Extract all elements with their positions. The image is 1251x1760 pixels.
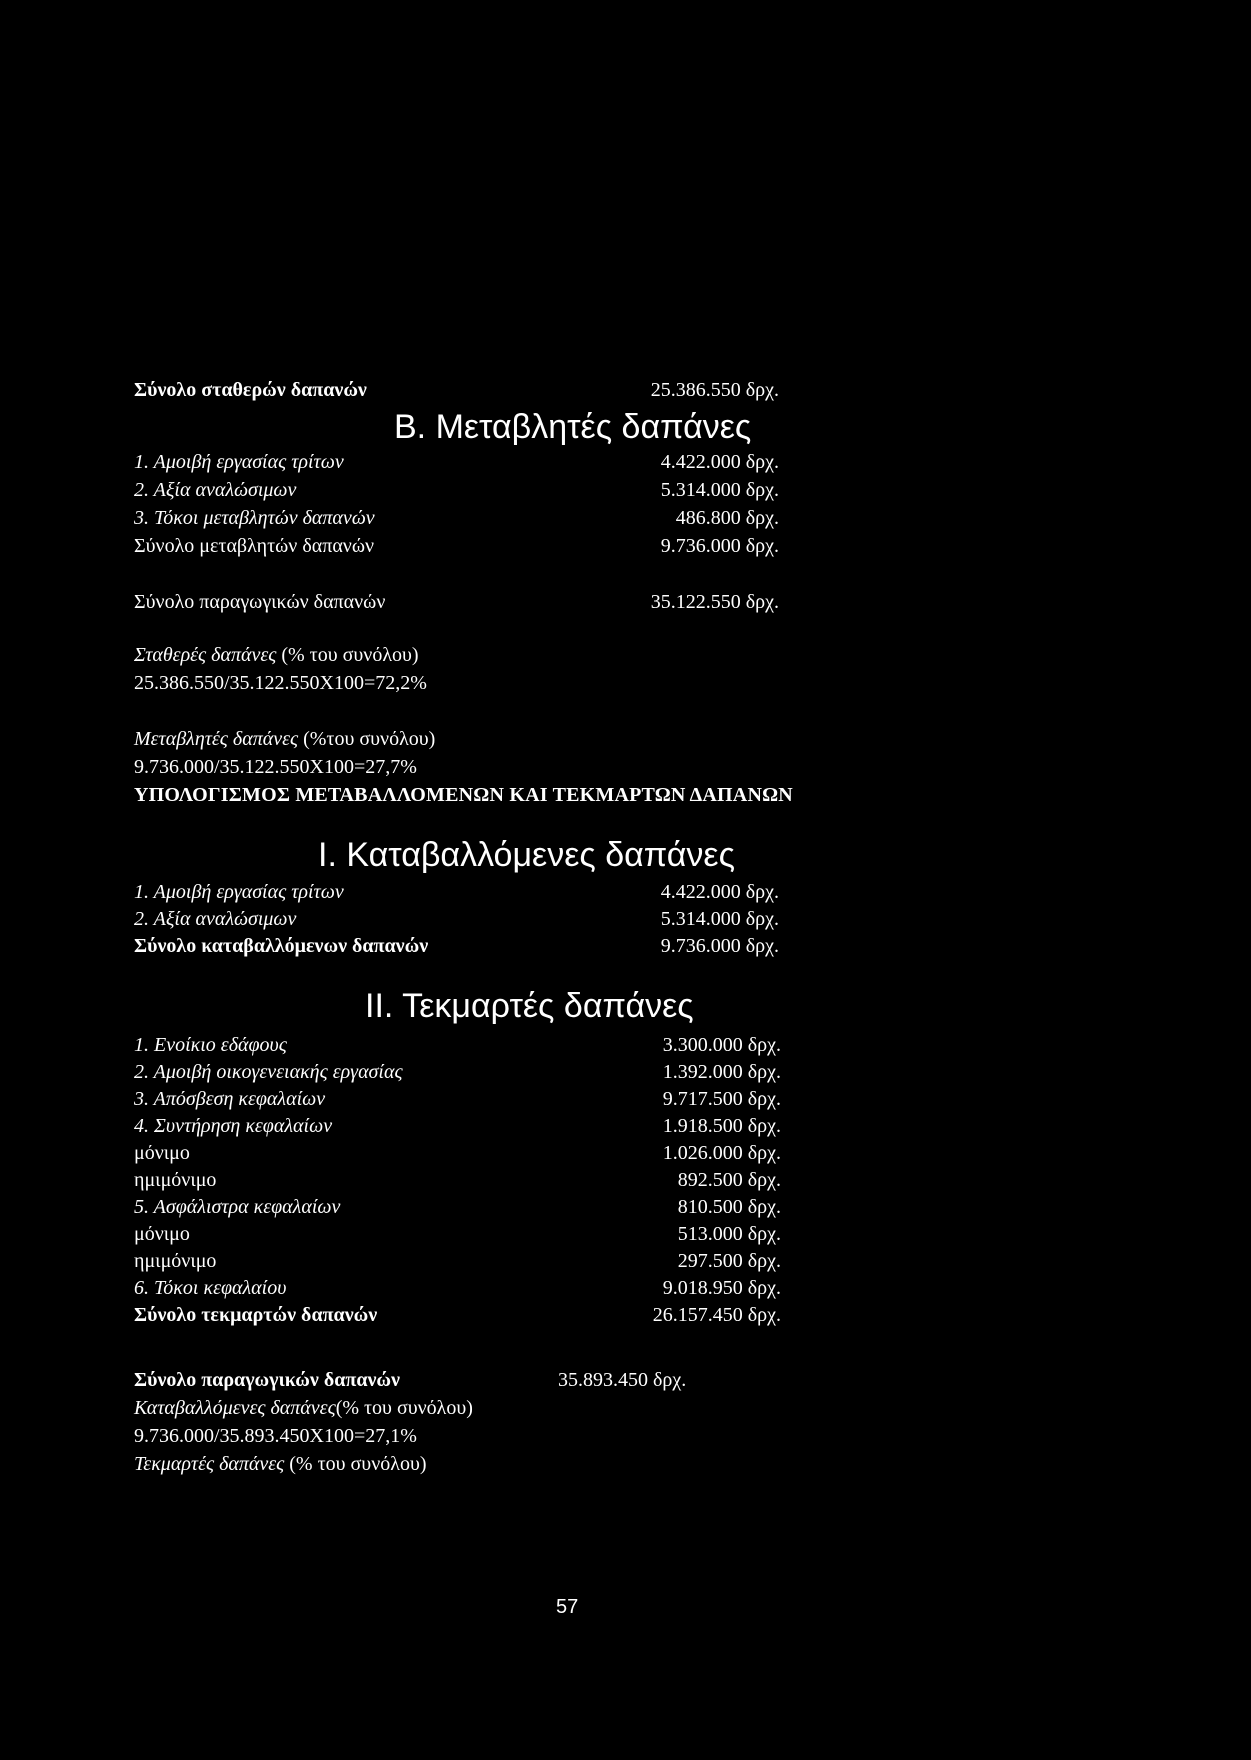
- section-ii-item: [0, 1276, 1251, 1300]
- section-ii-item-label: μόνιμο: [134, 1142, 190, 1164]
- section-i-item-value: 4.422.000 δρχ.: [660, 881, 779, 903]
- paid-pct-title: [134, 1396, 473, 1420]
- section-ii-item-label: 4. Συντήρηση κεφαλαίων: [134, 1115, 333, 1137]
- section-ii-item-value: 1.026.000 δρχ.: [662, 1142, 781, 1164]
- calculation-heading: ΥΠΟΛΟΓΙΣΜΟΣ ΜΕΤΑΒΑΛΛΟΜΕΝΩΝ ΚΑΙ ΤΕΚΜΑΡΤΩΝ ΔΑΠΑΝΩΝ: [134, 784, 793, 806]
- section-i-item-label: 1. Αμοιβή εργασίας τρίτων: [134, 881, 344, 903]
- section-i-item-value: 5.314.000 δρχ.: [660, 908, 779, 930]
- section-ii-item-label: ημιμόνιμο: [134, 1169, 217, 1191]
- imputed-pct-suffix: (% του συνόλου): [284, 1453, 427, 1475]
- fixed-pct-label: Σταθερές δαπάνες: [134, 644, 277, 666]
- section-b-item-value: 4.422.000 δρχ.: [660, 451, 779, 473]
- section-i-total-label: Σύνολο καταβαλλόμενων δαπανών: [134, 935, 429, 957]
- section-ii-item-value: 513.000 δρχ.: [677, 1223, 781, 1245]
- section-ii-item-value: 3.300.000 δρχ.: [662, 1034, 781, 1056]
- production-total-label: Σύνολο παραγωγικών δαπανών: [134, 591, 386, 613]
- section-ii-item-value: 1.918.500 δρχ.: [662, 1115, 781, 1137]
- section-ii-item-value: 9.717.500 δρχ.: [662, 1088, 781, 1110]
- fixed-costs-total-row: [0, 378, 1251, 402]
- section-ii-item-value: 297.500 δρχ.: [677, 1250, 781, 1272]
- section-ii-item-label: 1. Ενοίκιο εδάφους: [134, 1034, 287, 1056]
- section-ii-item: [0, 1222, 1251, 1246]
- section-ii-total-label: Σύνολο τεκμαρτών δαπανών: [134, 1304, 378, 1326]
- variable-pct-label: Μεταβλητές δαπάνες: [134, 728, 299, 750]
- section-ii-item-value: 9.018.950 δρχ.: [662, 1277, 781, 1299]
- section-ii-item: [0, 1060, 1251, 1084]
- section-b-item: [0, 506, 1251, 530]
- section-b-total-row: [0, 534, 1251, 558]
- variable-pct-title: [134, 727, 435, 751]
- section-ii-item-value: 810.500 δρχ.: [677, 1196, 781, 1218]
- section-ii-item-label: 6. Τόκοι κεφαλαίου: [134, 1277, 287, 1299]
- fixed-pct-suffix: (% του συνόλου): [276, 644, 419, 666]
- section-ii-total-value: 26.157.450 δρχ.: [652, 1304, 781, 1326]
- section-ii-item-value: 892.500 δρχ.: [677, 1169, 781, 1191]
- paid-pct-label: Καταβαλλόμενες δαπάνες: [134, 1397, 336, 1419]
- final-total-value: 35.893.450 δρχ.: [558, 1369, 687, 1391]
- section-ii-item: [0, 1033, 1251, 1057]
- section-ii-item-label: 3. Απόσβεση κεφαλαίων: [134, 1088, 326, 1110]
- section-ii-item: [0, 1087, 1251, 1111]
- section-ii-item: [0, 1141, 1251, 1165]
- section-ii-total-row: [0, 1303, 1251, 1327]
- section-b-item-label: 2. Αξία αναλώσιμων: [134, 479, 297, 501]
- paid-pct-suffix: (% του συνόλου): [335, 1397, 473, 1419]
- section-b-item-value: 486.800 δρχ.: [675, 507, 779, 529]
- production-total-row: [0, 590, 1251, 614]
- section-b-item-label: 3. Τόκοι μεταβλητών δαπανών: [134, 507, 375, 529]
- fixed-pct-title: [134, 643, 419, 667]
- section-b-total-value: 9.736.000 δρχ.: [660, 535, 779, 557]
- final-total-row: [0, 1368, 1251, 1392]
- section-b-item-label: 1. Αμοιβή εργασίας τρίτων: [134, 451, 344, 473]
- imputed-pct-label: Τεκμαρτές δαπάνες: [134, 1453, 285, 1475]
- section-i-item: [0, 880, 1251, 904]
- fixed-costs-total-label: Σύνολο σταθερών δαπανών: [134, 379, 367, 401]
- variable-pct-formula: 9.736.000/35.122.550X100=27,7%: [134, 756, 417, 778]
- fixed-costs-total-value: 25.386.550 δρχ.: [650, 379, 779, 401]
- section-b-heading: Β. Μεταβλητές δαπάνες: [394, 408, 752, 446]
- fixed-pct-formula: 25.386.550/35.122.550X100=72,2%: [134, 672, 427, 694]
- final-total-label: Σύνολο παραγωγικών δαπανών: [134, 1369, 400, 1391]
- section-b-item-value: 5.314.000 δρχ.: [660, 479, 779, 501]
- section-i-total-value: 9.736.000 δρχ.: [660, 935, 779, 957]
- section-ii-item-label: 5. Ασφάλιστρα κεφαλαίων: [134, 1196, 341, 1218]
- section-i-total-row: [0, 934, 1251, 958]
- section-ii-heading: ΙΙ. Τεκμαρτές δαπάνες: [365, 987, 694, 1025]
- section-ii-item: [0, 1114, 1251, 1138]
- section-b-total-label: Σύνολο μεταβλητών δαπανών: [134, 535, 375, 557]
- page-number: 57: [556, 1596, 579, 1618]
- section-i-item-label: 2. Αξία αναλώσιμων: [134, 908, 297, 930]
- paid-pct-formula: 9.736.000/35.893.450X100=27,1%: [134, 1425, 417, 1447]
- imputed-pct-title: [134, 1452, 427, 1476]
- section-ii-item-label: ημιμόνιμο: [134, 1250, 217, 1272]
- section-ii-item-label: 2. Αμοιβή οικογενειακής εργασίας: [134, 1061, 403, 1083]
- variable-pct-suffix: (%του συνόλου): [298, 728, 436, 750]
- section-b-item: [0, 450, 1251, 474]
- section-ii-item-label: μόνιμο: [134, 1223, 190, 1245]
- section-i-heading: Ι. Καταβαλλόμενες δαπάνες: [318, 836, 735, 874]
- section-ii-item-value: 1.392.000 δρχ.: [662, 1061, 781, 1083]
- section-i-item: [0, 907, 1251, 931]
- production-total-value: 35.122.550 δρχ.: [650, 591, 779, 613]
- section-ii-item: [0, 1249, 1251, 1273]
- section-ii-item: [0, 1168, 1251, 1192]
- section-ii-item: [0, 1195, 1251, 1219]
- section-b-item: [0, 478, 1251, 502]
